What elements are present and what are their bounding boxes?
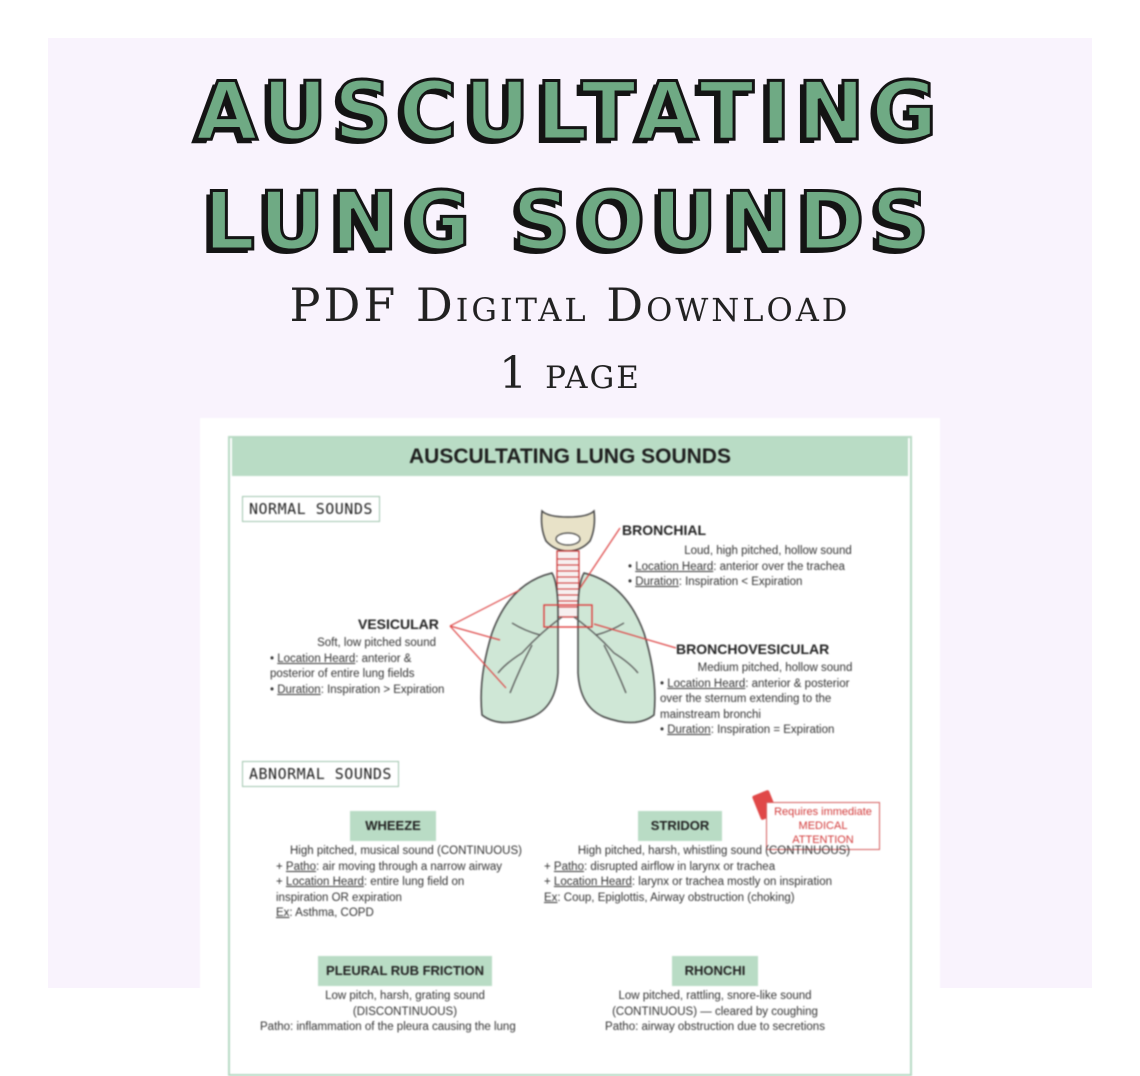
vesicular-duration: • Duration: Inspiration > Expiration bbox=[270, 683, 445, 696]
rhonchi-desc: Low pitched, rattling, snore-like sound bbox=[618, 990, 812, 1002]
rhonchi-desc-2: (CONTINUOUS) — cleared by coughing bbox=[612, 1005, 818, 1018]
stridor-desc: High pitched, harsh, whistling sound (CONTINUOUS) bbox=[577, 845, 851, 857]
stridor-badge: STRIDOR bbox=[638, 811, 722, 841]
wheeze-example: Ex: Asthma, COPD bbox=[276, 907, 374, 919]
vesicular-description bbox=[270, 636, 470, 698]
bronchovesicular-location-3: mainstream bronchi bbox=[660, 708, 761, 721]
bronchial-duration: • Duration: Inspiration < Expiration bbox=[628, 576, 803, 588]
bronchovesicular-desc: Medium pitched, hollow sound bbox=[697, 662, 853, 674]
bronchovesicular-duration: • Duration: Inspiration = Expiration bbox=[660, 724, 835, 736]
page-count: 1 page bbox=[499, 348, 641, 399]
vesicular-location: • Location Heard: anterior & bbox=[270, 652, 412, 665]
listing-title-line-1: AUSCULTATING bbox=[195, 65, 945, 158]
pleural-patho: Patho: inflammation of the pleura causing the lung bbox=[260, 1021, 516, 1033]
document-preview bbox=[200, 418, 940, 1033]
preview-header: AUSCULTATING LUNG SOUNDS bbox=[232, 438, 908, 476]
rhonchi-badge: RHONCHI bbox=[672, 956, 758, 986]
medical-attention-alert: Requires immediate MEDICAL ATTENTION bbox=[766, 802, 880, 850]
bronchovesicular-location-2: over the sternum extending to the bbox=[660, 693, 832, 705]
abnormal-sounds-section-label: ABNORMAL SOUNDS bbox=[242, 761, 399, 787]
bronchial-description bbox=[628, 544, 908, 591]
pleural-desc-2: (DISCONTINUOUS) bbox=[352, 1005, 458, 1018]
bronchovesicular-description bbox=[660, 661, 890, 739]
vesicular-title: VESICULAR bbox=[358, 616, 439, 632]
stridor-location: + Location Heard: larynx or trachea mostly on inspiration bbox=[544, 876, 832, 888]
wheeze-patho: + Patho: air moving through a narrow airway bbox=[276, 860, 502, 873]
listing-title-line-2: LUNG SOUNDS bbox=[203, 175, 937, 268]
rhonchi-patho: Patho: airway obstruction due to secretions bbox=[605, 1021, 825, 1033]
wheeze-desc: High pitched, musical sound (CONTINUOUS) bbox=[290, 845, 522, 857]
bronchovesicular-title: BRONCHOVESICULAR bbox=[676, 641, 830, 657]
pleural-desc: Low pitch, harsh, grating sound bbox=[325, 990, 485, 1002]
pleural-rub-description bbox=[260, 989, 550, 1036]
vesicular-location-2: posterior of entire lung fields bbox=[270, 668, 415, 680]
pleural-rub-badge: PLEURAL RUB FRICTION bbox=[318, 956, 492, 986]
bronchovesicular-pointer bbox=[590, 618, 680, 658]
normal-sounds-section-label: NORMAL SOUNDS bbox=[242, 496, 380, 522]
wheeze-location-2: inspiration OR expiration bbox=[276, 891, 402, 904]
bronchial-desc: Loud, high pitched, hollow sound bbox=[684, 545, 852, 557]
stridor-patho: + Patho: disrupted airflow in larynx or trachea bbox=[544, 860, 776, 873]
wheeze-location: + Location Heard: entire lung field on bbox=[276, 876, 465, 888]
bronchial-title: BRONCHIAL bbox=[622, 522, 706, 538]
listing-subtitle: PDF Digital Download bbox=[289, 278, 851, 332]
wheeze-description bbox=[276, 844, 536, 922]
vesicular-desc: Soft, low pitched sound bbox=[317, 637, 436, 649]
stridor-example: Ex: Coup, Epiglottis, Airway obstruction (choking) bbox=[544, 891, 795, 904]
bronchovesicular-location: • Location Heard: anterior & posterior bbox=[660, 677, 850, 690]
rhonchi-description bbox=[580, 989, 850, 1036]
bronchial-location: • Location Heard: anterior over the trachea bbox=[628, 560, 845, 573]
stridor-description bbox=[544, 844, 884, 906]
wheeze-badge: WHEEZE bbox=[350, 811, 436, 841]
